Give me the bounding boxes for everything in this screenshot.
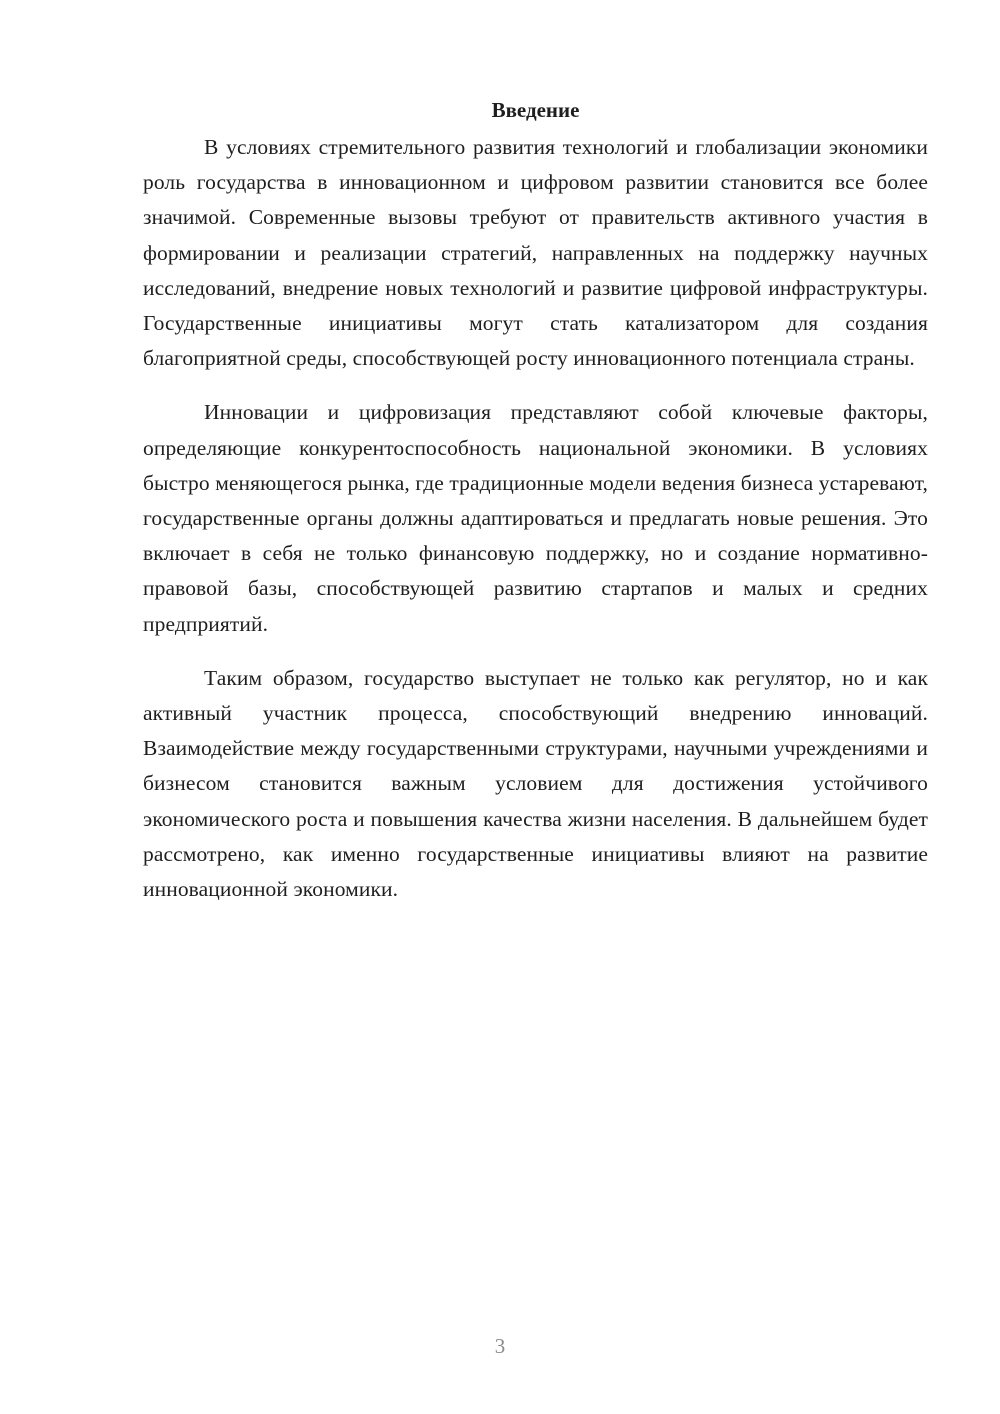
section-title: Введение — [491, 98, 580, 122]
paragraph-2: Инновации и цифровизация представляют собой ключевые факторы, определяющие конкурентоспособность национальной экономики. В условиях быстро меняющегося рынка, где традиционные модели ведения бизнеса устаревают, государственные органы должны адаптироваться и предлагать новые решения. Это включает в себя не только финансовую поддержку, но и создание нормативно-правовой базы, способствующей развитию стартапов и малых и средних предприятий. — [143, 400, 928, 636]
page-content — [143, 93, 928, 907]
page-number: 3 — [494, 1334, 506, 1358]
paragraph-3: Таким образом, государство выступает не только как регулятор, но и как активный участник процесса, способствующий внедрению инноваций. Взаимодействие между государственными структурами, научными учреждениями и бизнесом становится важным условием для достижения устойчивого экономического роста и повышения качества жизни населения. В дальнейшем будет рассмотрено, как именно государственные инициативы влияют на развитие инновационной экономики. — [143, 665, 928, 902]
paragraph-1: В условиях стремительного развития технологий и глобализации экономики роль государства в инновационном и цифровом развитии становится все более значимой. Современные вызовы требуют от правительств активного участия в формировании и реализации стратегий, направленных на поддержку научных исследований, внедрение новых технологий и развитие цифровой инфраструктуры. Государственные инициативы могут стать катализатором для создания благоприятной среды, способствующей росту инновационного потенциала страны. — [143, 135, 928, 371]
